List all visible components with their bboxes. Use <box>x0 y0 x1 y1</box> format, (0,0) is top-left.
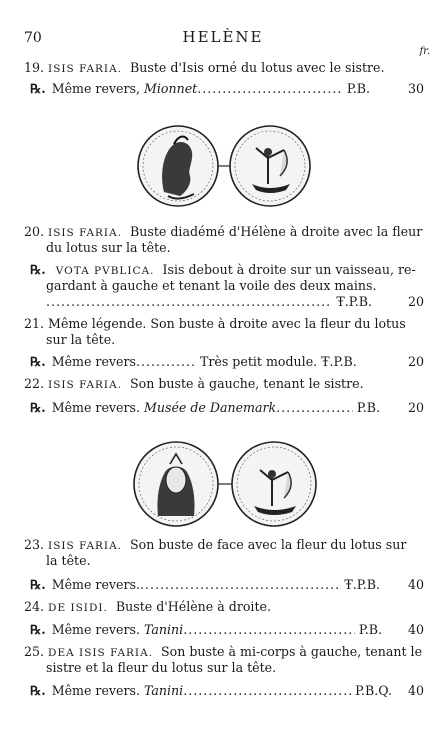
coin-pair-1-image <box>134 118 314 214</box>
price: 20 <box>407 354 424 369</box>
entry-19-reverse: ℞. Même revers, Mionnet ..... P.B. <box>30 81 370 97</box>
coin-pair-2-image <box>130 436 320 532</box>
legend: DEA ISIS FARIA. <box>48 647 153 659</box>
entry-23-reverse: ℞. Même revers. ..... Ŧ.P.B. <box>30 577 380 593</box>
legend: ISIS FARIA. <box>48 540 122 552</box>
price: 40 <box>407 622 424 637</box>
price: 20 <box>407 294 424 309</box>
legend: ISIS FARIA. <box>48 63 122 75</box>
legend: ISIS FARIA. <box>48 379 122 391</box>
legend: DE ISIDI. <box>48 602 108 614</box>
running-title: HELÈNE <box>182 28 264 46</box>
entry-24: 24. DE ISIDI. Buste d'Hélène à droite. <box>24 599 271 614</box>
coin-pair-2 <box>130 436 320 532</box>
bullet-mark: • <box>252 112 257 121</box>
entry-23: 23. ISIS FARIA. Son buste de face avec la fleur du lotus sur <box>24 537 407 552</box>
entry-19: 19. ISIS FARIA. Buste d'Isis orné du lotus avec le sistre. <box>24 60 385 75</box>
price: 30 <box>407 81 424 96</box>
entry-22-reverse: ℞. Même revers. Musée de Danemark ..... P.B. <box>30 400 380 416</box>
coin-pair-1 <box>134 118 314 214</box>
price: 40 <box>407 683 424 698</box>
entry-21: 21. Même légende. Son buste à droite avec la fleur du lotus <box>24 316 406 331</box>
entry-20-reverse: ℞. VOTA PVBLICA. Isis debout à droite sur un vaisseau, re- <box>30 262 416 277</box>
entry-21-reverse: ℞. Même revers ..... Très petit module. Ŧ.P.B. <box>30 354 370 370</box>
entry-25: 25. DEA ISIS FARIA. Son buste à mi-corps à gauche, tenant le <box>24 644 423 659</box>
entry-25-reverse: ℞. Même revers. Tanini ..... P.B.Q. <box>30 683 392 699</box>
entry-22: 22. ISIS FARIA. Son buste à gauche, tenant le sistre. <box>24 376 364 391</box>
currency-label: fr. <box>419 46 430 57</box>
entry-20: 20. ISIS FARIA. Buste diadémé d'Hélène à droite avec la fleur <box>24 224 423 239</box>
page-number: 70 <box>24 30 42 46</box>
price: 40 <box>407 577 424 592</box>
price: 20 <box>407 400 424 415</box>
legend: ISIS FARIA. <box>48 227 122 239</box>
entry-24-reverse: ℞. Même revers. Tanini ..... P.B. <box>30 622 382 638</box>
